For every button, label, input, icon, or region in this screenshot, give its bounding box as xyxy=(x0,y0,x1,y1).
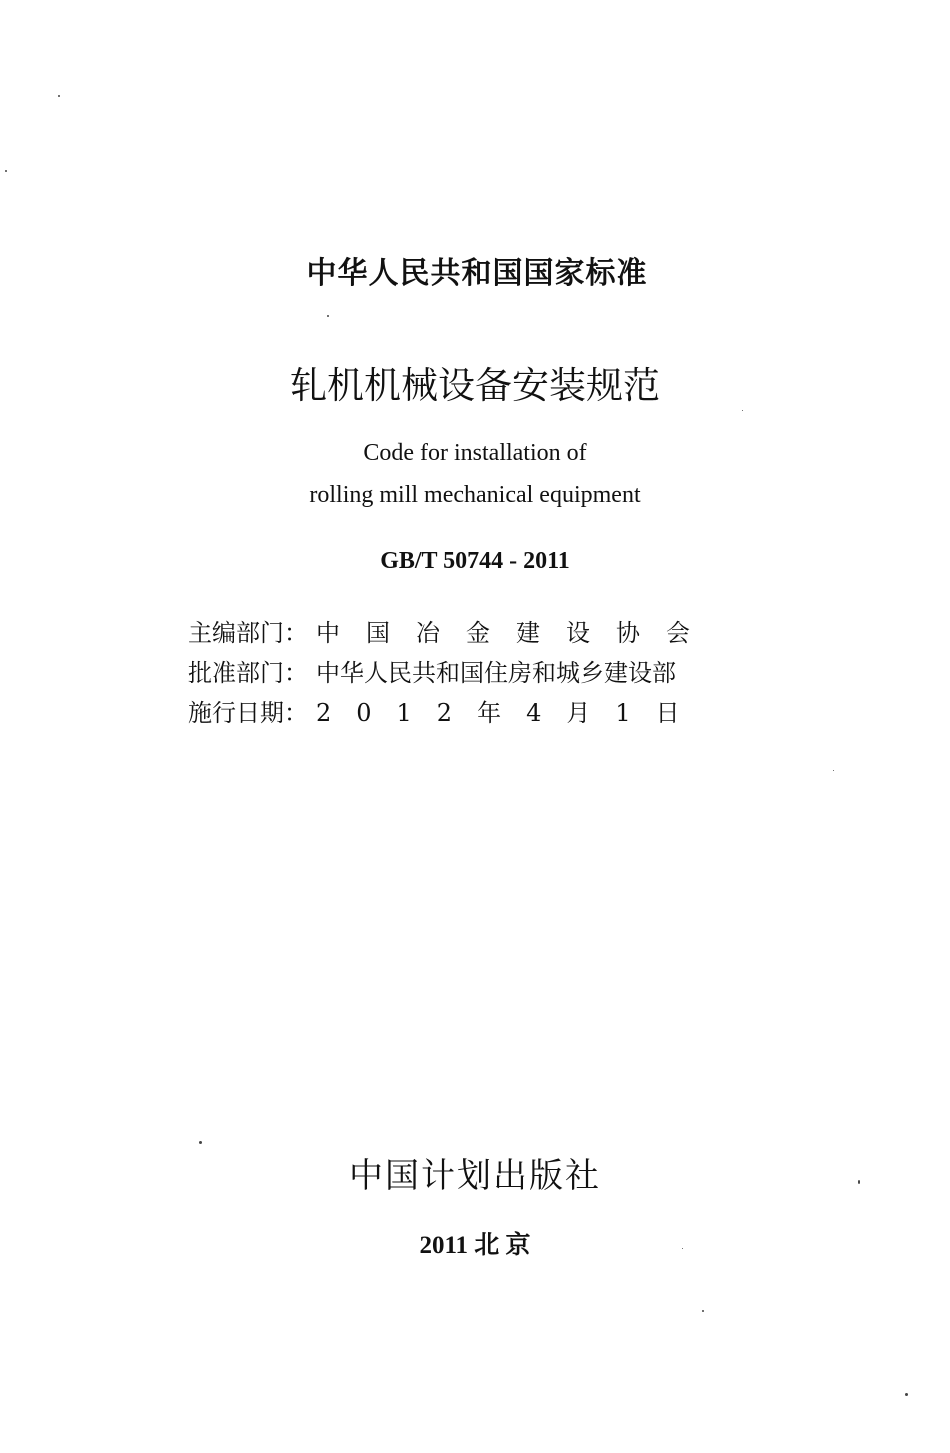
editor-value: 中国冶金建设协会 xyxy=(316,619,716,647)
scan-speck xyxy=(858,1180,860,1184)
approver-label: 批准部门： xyxy=(188,659,308,687)
publisher-name: 中国计划出版社 xyxy=(349,1156,601,1196)
standard-type-heading: 中华人民共和国国家标准 xyxy=(306,256,648,291)
approver-row xyxy=(188,658,676,688)
scan-speck xyxy=(682,1248,683,1249)
standard-code: GB/T 50744 - 2011 xyxy=(380,548,570,574)
approver-value: 中华人民共和国住房和城乡建设部 xyxy=(316,659,676,687)
scan-speck xyxy=(58,95,60,97)
effective-date-row xyxy=(188,698,705,728)
effective-date-value: 2012年4月1日 xyxy=(316,699,705,727)
scan-speck xyxy=(5,170,7,172)
document-title-en-line2: rolling mill mechanical equipment xyxy=(309,482,641,508)
publication-year-city: 2011 北 京 xyxy=(419,1232,531,1259)
editor-label: 主编部门： xyxy=(188,619,308,647)
scan-speck xyxy=(702,1310,704,1312)
scan-speck xyxy=(327,315,329,317)
scan-speck xyxy=(833,770,834,771)
document-title-en-line1: Code for installation of xyxy=(363,440,587,466)
document-title-zh: 轧机机械设备安装规范 xyxy=(290,364,660,407)
editor-row xyxy=(188,618,716,648)
scan-speck xyxy=(742,410,743,411)
scan-speck xyxy=(199,1141,202,1144)
effective-date-label: 施行日期： xyxy=(188,699,308,727)
scan-speck xyxy=(905,1393,908,1396)
